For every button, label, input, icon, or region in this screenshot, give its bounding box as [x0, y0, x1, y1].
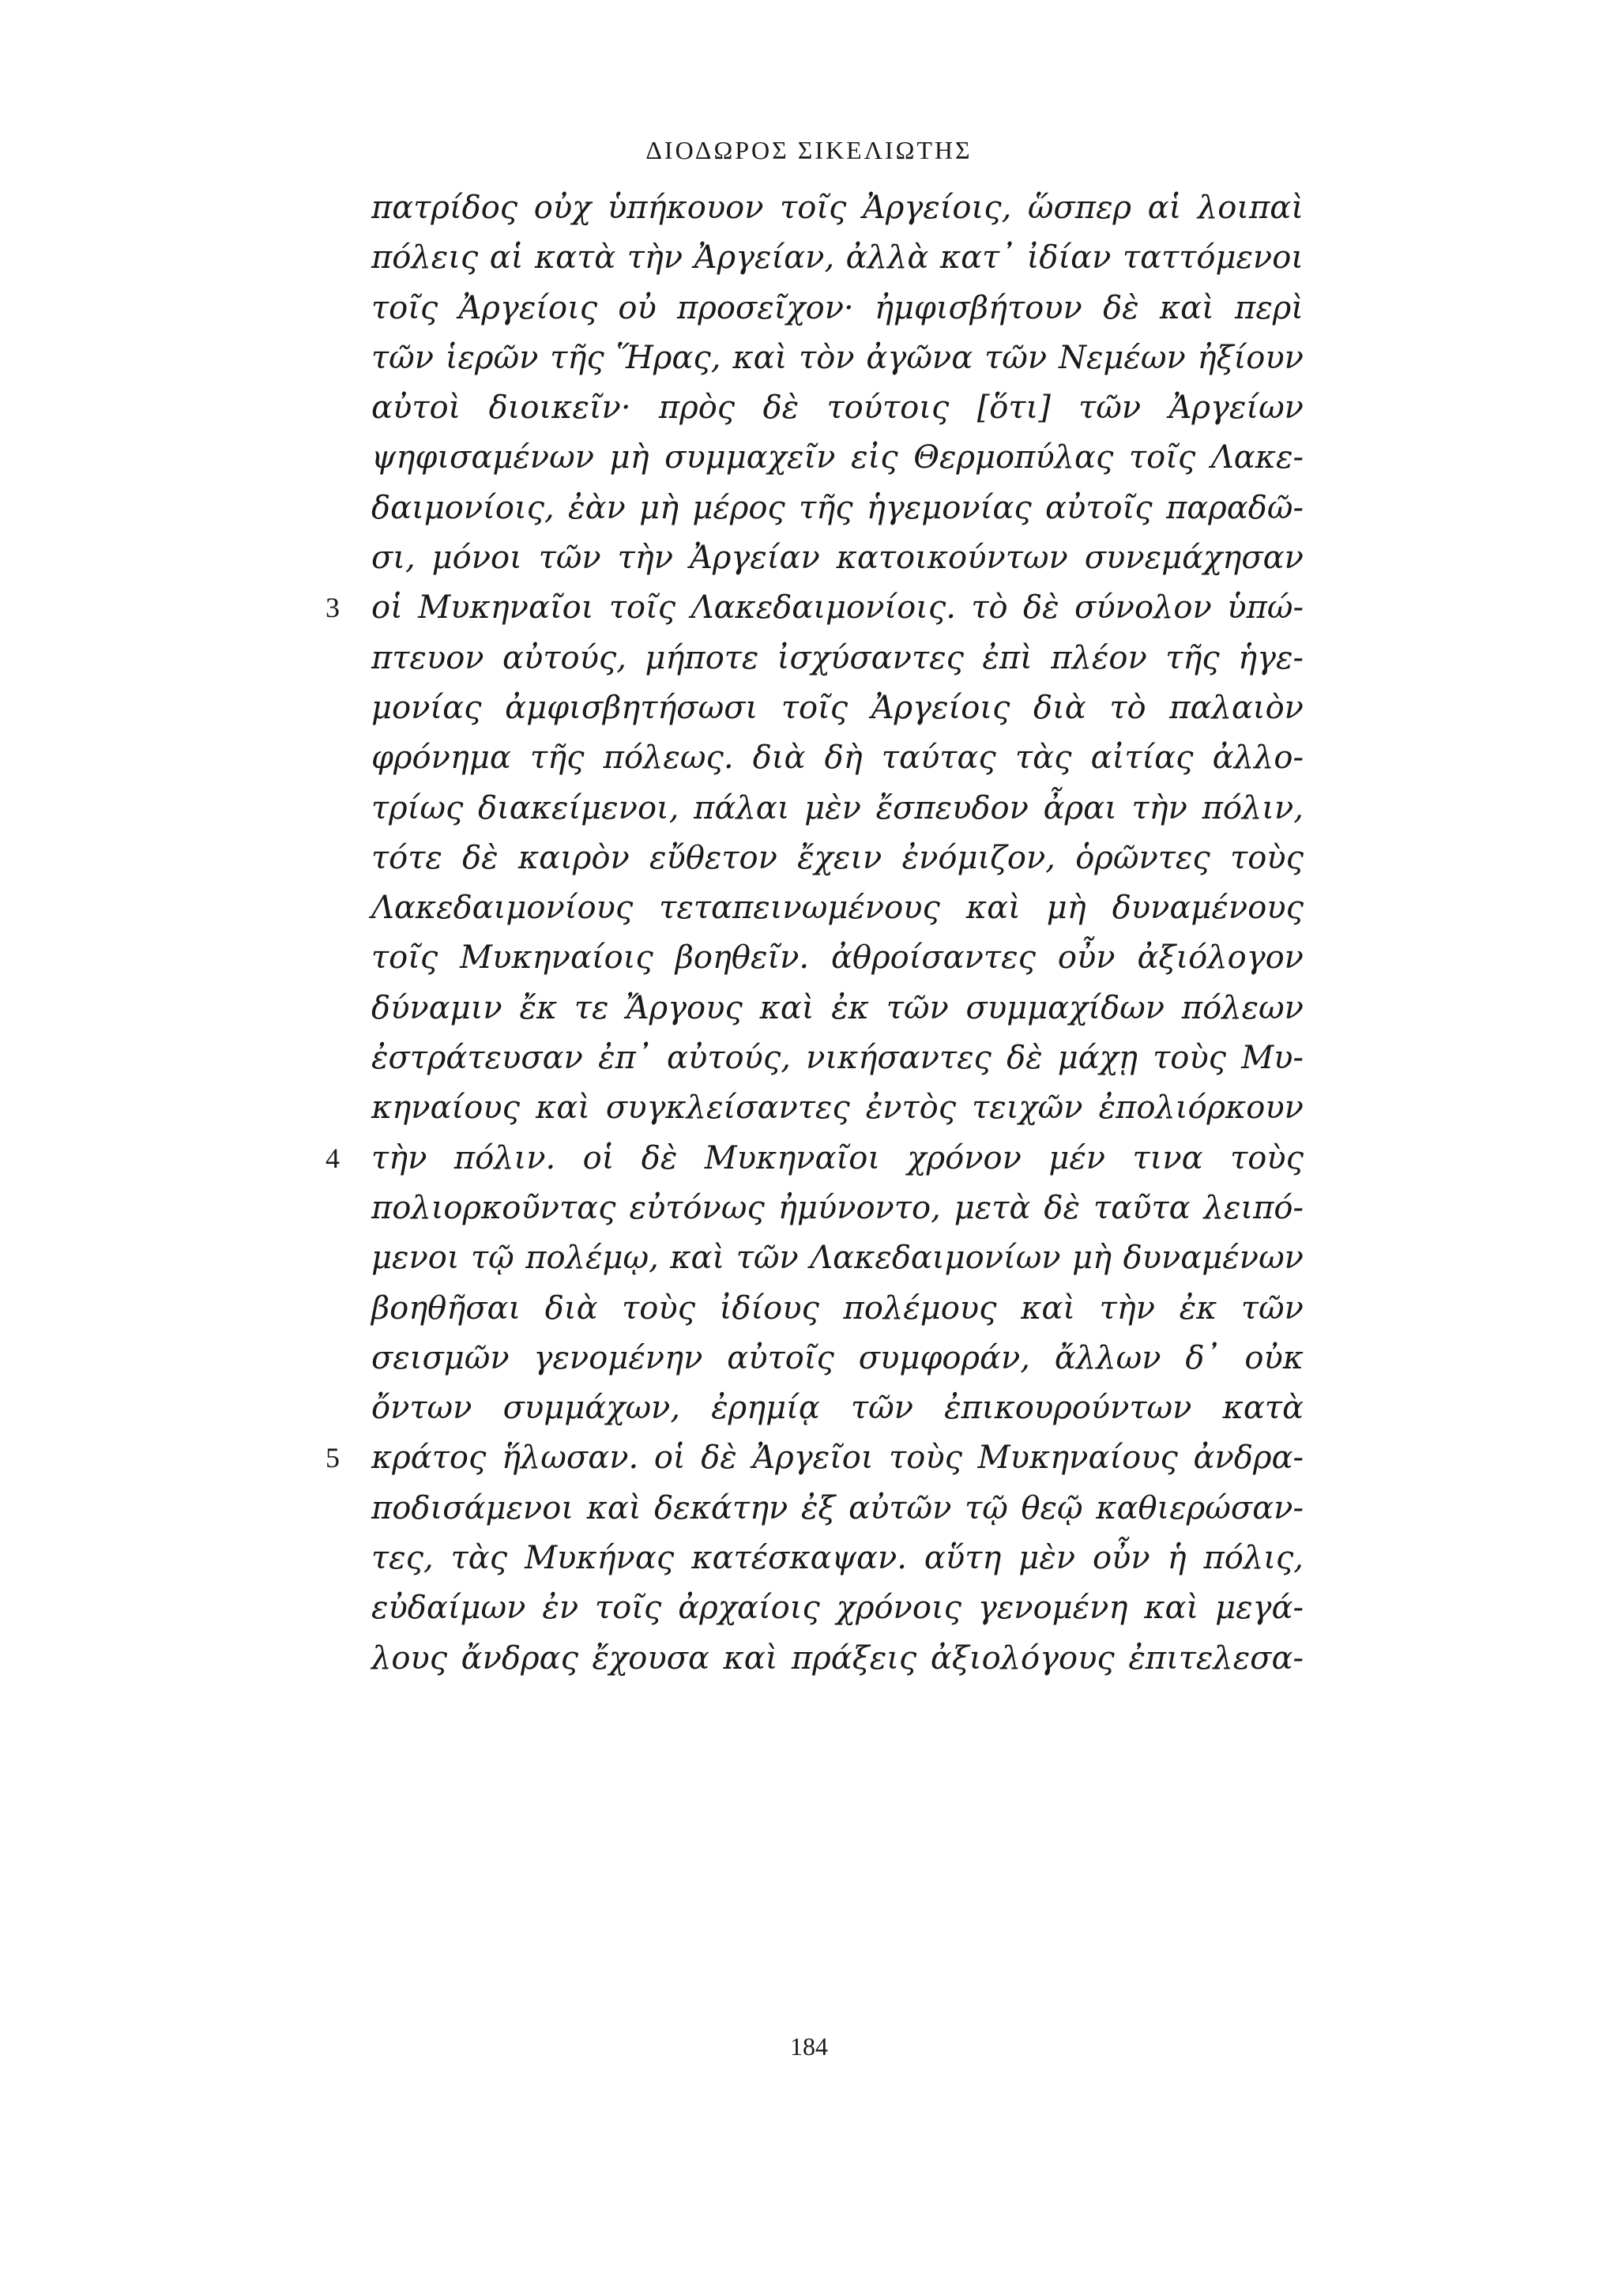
line-text: τότε δὲ καιρὸν εὔθετον ἔχειν ἐνόμιζον, ὁρῶντες τοὺς	[371, 839, 1304, 876]
text-line	[371, 933, 1304, 983]
text-line	[371, 683, 1304, 733]
text-line	[371, 1033, 1304, 1083]
text-line	[371, 733, 1304, 783]
line-text: Λακεδαιμονίους τεταπεινωμένους καὶ μὴ δυναμένους	[371, 890, 1304, 927]
text-line	[371, 1383, 1304, 1433]
line-text: μενοι τῷ πολέμῳ, καὶ τῶν Λακεδαιμονίων μὴ δυναμένων	[371, 1240, 1304, 1277]
line-text: πόλεις αἱ κατὰ τὴν Ἀργείαν, ἀλλὰ κατ᾽ ἰδίαν ταττόμενοι	[371, 239, 1304, 277]
line-text: πατρίδος οὐχ ὑπήκουον τοῖς Ἀργείοις, ὥσπερ αἱ λοιπαὶ	[371, 190, 1304, 226]
text-line	[325, 583, 1304, 633]
page-number: 184	[790, 2032, 828, 2061]
line-text: πτευον αὐτούς, μήποτε ἰσχύσαντες ἐπὶ πλέον τῆς ἡγε-	[371, 639, 1304, 676]
line-text: βοηθῆσαι διὰ τοὺς ἰδίους πολέμους καὶ τὴν ἐκ τῶν	[371, 1289, 1304, 1327]
section-number: 5	[325, 1442, 340, 1474]
line-text: δαιμονίοις, ἐὰν μὴ μέρος τῆς ἡγεμονίας αὐτοῖς παραδῶ-	[371, 489, 1304, 526]
text-line	[371, 1184, 1304, 1233]
line-text: σεισμῶν γενομένην αὐτοῖς συμφοράν, ἄλλων δ᾽ οὐκ	[371, 1339, 1304, 1376]
text-line	[371, 333, 1304, 383]
text-line	[371, 883, 1304, 933]
text-line	[371, 1534, 1304, 1583]
text-line	[371, 1634, 1304, 1684]
line-text: τὴν πόλιν. οἱ δὲ Μυκηναῖοι χρόνον μέν τινα τοὺς	[371, 1139, 1304, 1176]
text-line	[371, 533, 1304, 583]
line-text: εὐδαίμων ἐν τοῖς ἀρχαίοις χρόνοις γενομένη καὶ μεγά-	[371, 1590, 1304, 1627]
line-text: ποδισάμενοι καὶ δεκάτην ἐξ αὐτῶν τῷ θεῷ καθιερώσαν-	[371, 1489, 1304, 1526]
line-text: λους ἄνδρας ἔχουσα καὶ πράξεις ἀξιολόγους ἐπιτελεσα-	[371, 1639, 1304, 1677]
text-line	[371, 784, 1304, 834]
text-line	[371, 1284, 1304, 1334]
line-text: κηναίους καὶ συγκλείσαντες ἐντὸς τειχῶν ἐπολιόρκουν	[371, 1090, 1304, 1127]
line-text: τρίως διακείμενοι, πάλαι μὲν ἔσπευδον ἆραι τὴν πόλιν,	[371, 789, 1304, 826]
body-text	[325, 183, 1304, 1684]
text-line	[371, 984, 1304, 1033]
text-line	[371, 634, 1304, 683]
line-text: φρόνημα τῆς πόλεως. διὰ δὴ ταύτας τὰς αἰτίας ἀλλο-	[371, 740, 1304, 777]
line-text: οἱ Μυκηναῖοι τοῖς Λακεδαιμονίοις. τὸ δὲ σύνολον ὑπώ-	[371, 589, 1304, 627]
line-text: δύναμιν ἔκ τε Ἄργους καὶ ἐκ τῶν συμμαχίδων πόλεων	[371, 989, 1304, 1026]
section-number: 3	[325, 592, 340, 624]
line-text: σι, μόνοι τῶν τὴν Ἀργείαν κατοικούντων συνεμάχησαν	[371, 540, 1304, 577]
line-text: τοῖς Ἀργείοις οὐ προσεῖχον· ἠμφισβήτουν δὲ καὶ περὶ	[371, 289, 1304, 326]
line-text: τοῖς Μυκηναίοις βοηθεῖν. ἀθροίσαντες οὖν ἀξιόλογον	[371, 939, 1304, 977]
line-text: ἐστράτευσαν ἐπ᾽ αὐτούς, νικήσαντες δὲ μάχῃ τοὺς Μυ-	[371, 1040, 1304, 1077]
text-line	[371, 1233, 1304, 1283]
line-text: κράτος ἥλωσαν. οἱ δὲ Ἀργεῖοι τοὺς Μυκηναίους ἀνδρα-	[371, 1440, 1304, 1477]
text-line	[371, 1484, 1304, 1534]
line-text: ὄντων συμμάχων, ἐρημίᾳ τῶν ἐπικουρούντων κατὰ	[371, 1390, 1304, 1427]
line-text: μονίας ἀμφισβητήσωσι τοῖς Ἀργείοις διὰ τὸ παλαιὸν	[371, 689, 1304, 726]
line-text: τες, τὰς Μυκήνας κατέσκαψαν. αὕτη μὲν οὖν ἡ πόλις,	[371, 1540, 1304, 1577]
text-line	[371, 1083, 1304, 1133]
text-line	[371, 484, 1304, 533]
text-line	[371, 383, 1304, 433]
line-text: ψηφισαμένων μὴ συμμαχεῖν εἰς Θερμοπύλας τοῖς Λακε-	[371, 439, 1304, 476]
text-line	[371, 233, 1304, 283]
text-line	[371, 1334, 1304, 1383]
text-line	[325, 1433, 1304, 1483]
line-text: αὐτοὶ διοικεῖν· πρὸς δὲ τούτοις [ὅτι] τῶν Ἀργείων	[371, 390, 1304, 427]
text-line	[371, 1583, 1304, 1633]
text-line	[371, 834, 1304, 883]
text-line	[371, 183, 1304, 233]
text-line	[371, 433, 1304, 483]
text-line	[325, 1134, 1304, 1184]
section-number: 4	[325, 1142, 340, 1174]
running-header: ΔΙΟΔΩΡΟΣ ΣΙΚΕΛΙΩΤΗΣ	[645, 136, 973, 164]
line-text: τῶν ἱερῶν τῆς Ἥρας, καὶ τὸν ἀγῶνα τῶν Νεμέων ἠξίουν	[371, 339, 1304, 376]
text-line	[371, 284, 1304, 333]
line-text: πολιορκοῦντας εὐτόνως ἠμύνοντο, μετὰ δὲ ταῦτα λειπό-	[371, 1189, 1304, 1226]
